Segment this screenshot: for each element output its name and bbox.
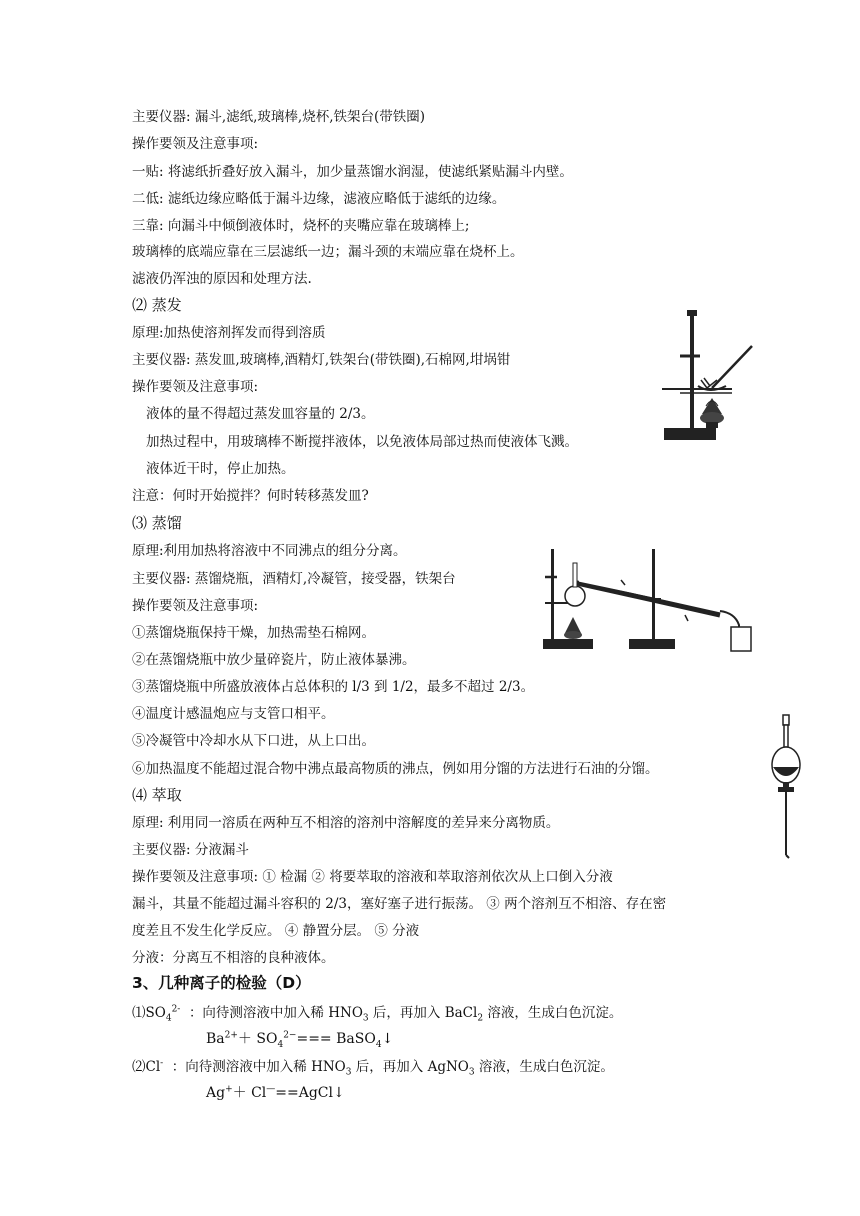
chloride-test-line: ⑵Cl- ：向待测溶液中加入稀 $HNO_3$ 后，再加入 AgNO$_3$ 溶液，生成白色沉淀。 xyxy=(132,1058,614,1078)
extraction-instruments: 主要仪器: 分液漏斗 xyxy=(132,842,249,858)
distillation-heading: ⑶ 蒸馏 xyxy=(132,514,182,532)
chloride-label: ⑵Cl xyxy=(132,1059,161,1075)
filtration-cloudy: 滤液仍浑浊的原因和处理方法. xyxy=(132,271,312,287)
evaporation-instruments: 主要仪器: 蒸发皿,玻璃棒,酒精灯,铁架台(带铁圈),石棉网,坩埚钳 xyxy=(132,352,511,368)
evaporation-note-3: 液体近干时，停止加热。 xyxy=(146,461,295,477)
distillation-note-6: ⑥加热温度不能超过混合物中沸点最高物质的沸点，例如用分馏的方法进行石油的分馏。 xyxy=(132,761,659,777)
filtration-rule-1: 一贴: 将滤纸折叠好放入漏斗，加少量蒸馏水润湿，使滤纸紧贴漏斗内壁。 xyxy=(132,164,573,180)
distillation-instruments: 主要仪器: 蒸馏烧瓶，酒精灯,冷凝管，接受器，铁架台 xyxy=(132,571,456,587)
evaporation-principle: 原理:加热使溶剂挥发而得到溶质 xyxy=(132,325,326,341)
extraction-principle: 原理: 利用同一溶质在两种互不相溶的溶剂中溶解度的差异来分离物质。 xyxy=(132,815,560,831)
extraction-steps-1: 操作要领及注意事项: ① 检漏 ② 将要萃取的溶液和萃取溶剂依次从上口倒入分液 xyxy=(132,869,613,885)
filtration-rule-3b: 玻璃棒的底端应靠在三层滤纸一边；漏斗颈的末端应靠在烧杯上。 xyxy=(132,244,524,260)
separatory-funnel-illustration xyxy=(765,715,810,860)
sulfate-label: ⑴SO xyxy=(132,1005,166,1021)
distillation-note-2: ②在蒸馏烧瓶中放少量碎瓷片，防止液体暴沸。 xyxy=(132,652,416,668)
evaporation-note-1: 液体的量不得超过蒸发皿容量的 2/3。 xyxy=(146,406,375,422)
distillation-note-1: ①蒸馏烧瓶保持干燥，加热需垫石棉网。 xyxy=(132,625,375,641)
extraction-steps-2: 漏斗，其量不能超过漏斗容积的 2/3，塞好塞子进行振荡。 ③ 两个溶剂互不相溶、存在密 xyxy=(132,896,667,912)
extraction-steps-3: 度差且不发生化学反应。 ④ 静置分层。 ⑤ 分液 xyxy=(132,923,420,939)
distillation-note-4: ④温度计感温炮应与支管口相平。 xyxy=(132,706,335,722)
distillation-notes-heading: 操作要领及注意事项: xyxy=(132,598,259,614)
evaporation-apparatus-illustration xyxy=(660,310,760,445)
extraction-separation: 分液：分离互不相溶的良种液体。 xyxy=(132,950,335,966)
distillation-note-5: ⑤冷凝管中冷却水从下口进，从上口出。 xyxy=(132,733,375,749)
extraction-heading: ⑷ 萃取 xyxy=(132,786,182,804)
sulfate-test-line: $⑴SO_4^{2-}$ ：向待测溶液中加入稀 $HNO_3$ 后，再加入 BaCl$_2$ 溶液，生成白色沉淀。 xyxy=(132,1004,623,1024)
distillation-apparatus-illustration xyxy=(535,545,760,655)
distillation-principle: 原理:利用加热将溶液中不同沸点的组分分离。 xyxy=(132,543,407,559)
filtration-rule-2: 二低: 滤纸边缘应略低于漏斗边缘，滤液应略低于滤纸的边缘。 xyxy=(132,191,506,207)
sulfate-equation: $Ba^{2+}+ SO_4^{2-}===$ BaSO$_4$↓ xyxy=(206,1030,394,1050)
ions-heading: 3、几种离子的检验（D） xyxy=(132,974,311,992)
chloride-equation: Ag+＋ Cl—==AgCl↓ xyxy=(206,1084,345,1101)
evaporation-question: 注意：何时开始搅拌？何时转移蒸发皿? xyxy=(132,488,369,504)
filtration-notes-heading: 操作要领及注意事项: xyxy=(132,136,259,152)
evaporation-notes-heading: 操作要领及注意事项: xyxy=(132,379,259,395)
evaporation-note-2: 加热过程中，用玻璃棒不断搅拌液体，以免液体局部过热而使液体飞溅。 xyxy=(146,434,578,450)
filtration-instruments: 主要仪器: 漏斗,滤纸,玻璃棒,烧杯,铁架台(带铁圈) xyxy=(132,109,426,125)
filtration-rule-3a: 三靠: 向漏斗中倾倒液体时，烧杯的夹嘴应靠在玻璃棒上; xyxy=(132,218,470,234)
evaporation-heading: ⑵ 蒸发 xyxy=(132,296,182,314)
distillation-note-3: ③蒸馏烧瓶中所盛放液体占总体积的 l/3 到 1/2，最多不超过 2/3。 xyxy=(132,679,535,695)
